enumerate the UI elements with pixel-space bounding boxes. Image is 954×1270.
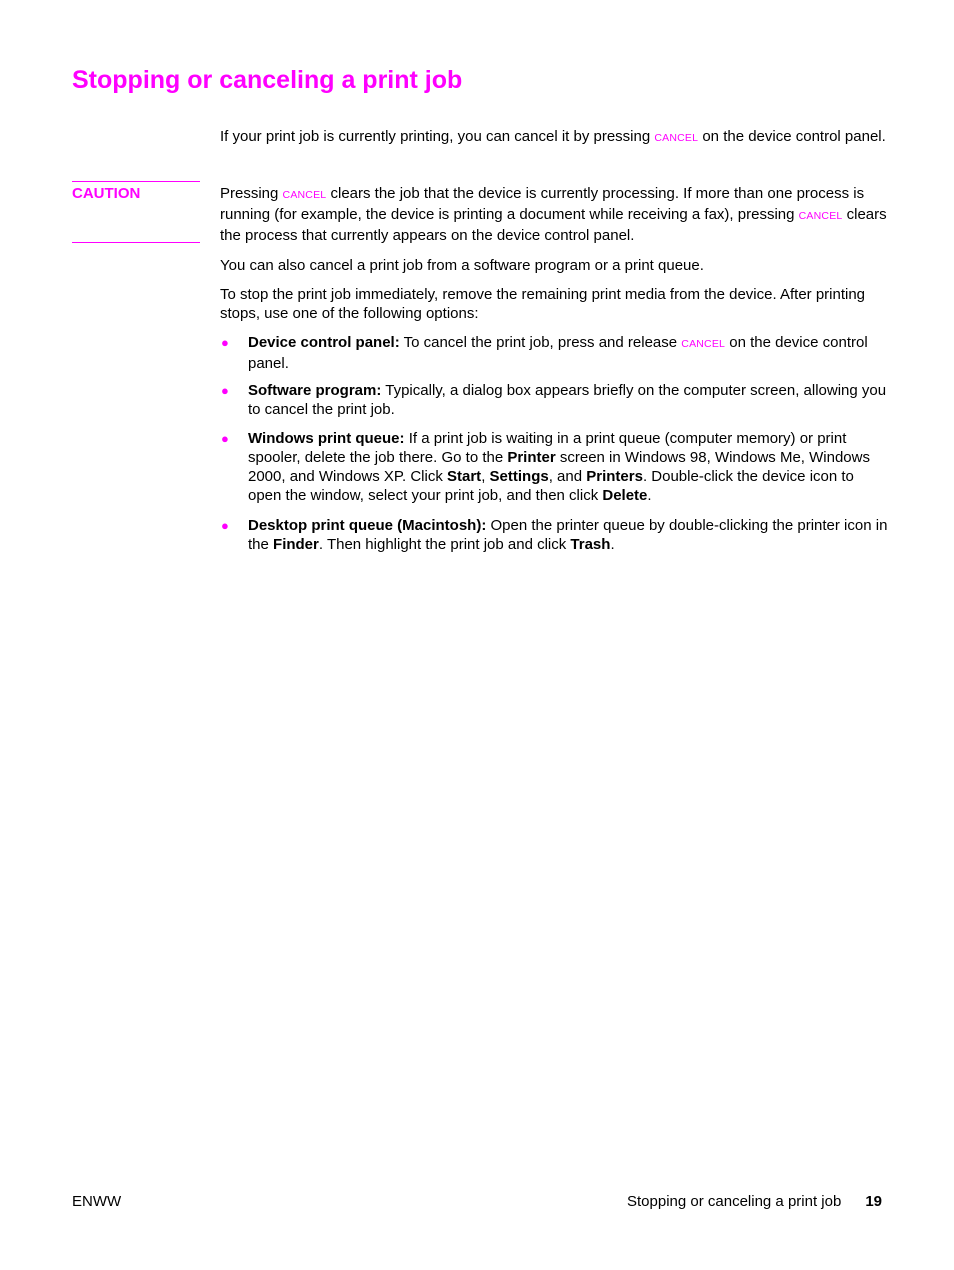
cancel-key-label: CANCEL — [282, 189, 327, 201]
bullet-icon: ● — [221, 383, 229, 398]
footer-left-label: ENWW — [72, 1193, 122, 1210]
options-list — [220, 333, 888, 373]
footer-right — [627, 1192, 882, 1211]
intro-paragraph: If your print job is currently printing, you can cancel it by pressing CANCEL on the device control panel. — [220, 128, 886, 145]
page-number: 19 — [865, 1193, 882, 1210]
bullet-icon: ● — [221, 518, 229, 533]
list-item: ● Device control panel: To cancel the print job, press and release CANCEL on the device control panel. — [221, 334, 868, 372]
list-item: ● Windows print queue: If a print job is waiting in a print queue (computer memory) or print spooler, delete the job there. Go to the Printer screen in Windows 98, Windows Me, Windows 2000, and Windows XP. Click Start, Settings, and Printers. Double-click the device icon to open the window, select your print job, and then click Delete. — [221, 430, 870, 504]
caution-label: CAUTION — [72, 185, 141, 202]
stop-paragraph: To stop the print job immediately, remove the remaining print media from the device. After printing stops, use one of the following options: — [220, 286, 866, 322]
list-item: ● Software program: Typically, a dialog box appears briefly on the computer screen, allowing you to cancel the print job. — [221, 382, 887, 418]
caution-top-rule — [72, 181, 200, 182]
bullet-icon: ● — [221, 335, 229, 350]
bullet-icon: ● — [221, 431, 229, 446]
options-list — [220, 381, 888, 419]
footer-section-title: Stopping or canceling a print job — [627, 1193, 842, 1210]
caution-bottom-rule — [72, 242, 200, 243]
cancel-key-label: CANCEL — [798, 210, 843, 222]
cancel-key-label: CANCEL — [681, 338, 726, 350]
list-item: ● Desktop print queue (Macintosh): Open the printer queue by double-clicking the printer icon in the Finder. Then highlight the print job and click Trash. — [221, 517, 888, 553]
caution-text: Pressing CANCEL clears the job that the device is currently processing. If more than one process is running (for example, the device is printing a document while receiving a fax), pressing CANCEL clears the process that currently appears on the device control panel. — [220, 185, 887, 244]
options-list — [220, 429, 888, 505]
cancel-key-label: CANCEL — [654, 132, 699, 144]
options-list — [220, 516, 888, 554]
software-queue-paragraph: You can also cancel a print job from a software program or a print queue. — [220, 257, 704, 274]
page-title: Stopping or canceling a print job — [72, 66, 463, 94]
